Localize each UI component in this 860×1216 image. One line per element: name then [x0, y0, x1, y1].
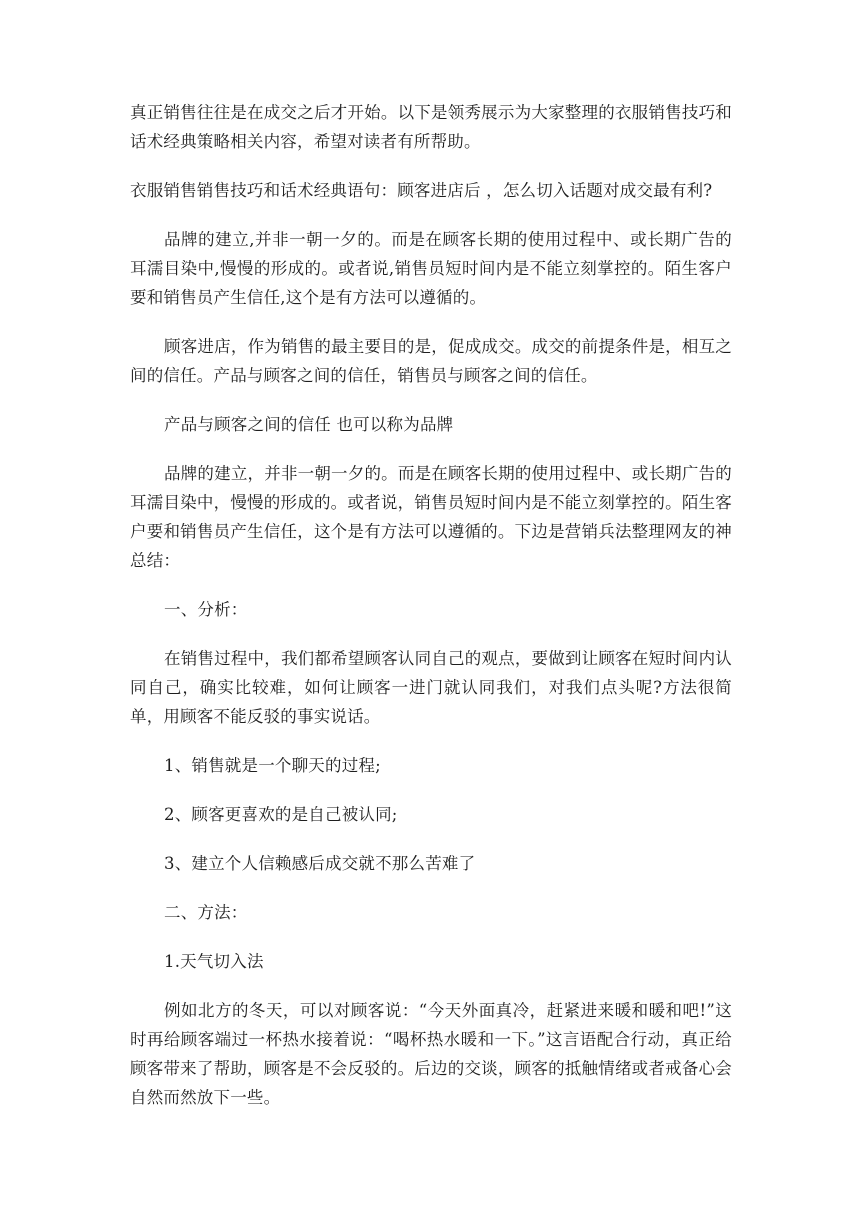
method-subheading: 1.天气切入法 — [164, 952, 264, 971]
intro-paragraph: 真正销售往往是在成交之后才开始。以下是领秀展示为大家整理的衣服销售技巧和话术经典策略相关内容，希望对读者有所帮助。 — [130, 103, 732, 151]
document-body — [130, 98, 732, 1132]
method-heading: 二、方法： — [164, 903, 248, 922]
list-item: 1、销售就是一个聊天的过程; — [164, 756, 381, 775]
section-heading: 衣服销售销售技巧和话术经典语句：顾客进店后 ，怎么切入话题对成交最有利? — [130, 181, 713, 200]
body-paragraph: 在销售过程中，我们都希望顾客认同自己的观点，要做到让顾客在短时间内认同自己，确实比较难，如何让顾客一进门就认同我们，对我们点头呢?方法很简单，用顾客不能反驳的事实说话。 — [130, 649, 732, 726]
analysis-heading: 一、分析： — [164, 600, 248, 619]
body-paragraph: 品牌的建立，并非一朝一夕的。而是在顾客长期的使用过程中、或长期广告的耳濡目染中，慢慢的形成的。或者说，销售员短时间内是不能立刻掌控的。陌生客户要和销售员产生信任，这个是有方法可以遵循的。下边是营销兵法整理网友的神总结： — [130, 464, 732, 570]
body-paragraph: 品牌的建立,并非一朝一夕的。而是在顾客长期的使用过程中、或长期广告的耳濡目染中,慢慢的形成的。或者说,销售员短时间内是不能立刻掌控的。陌生客户要和销售员产生信任,这个是有方法可以遵循的。 — [130, 230, 732, 307]
list-item: 3、建立个人信赖感后成交就不那么苦难了 — [164, 854, 476, 873]
subheading-paragraph: 产品与顾客之间的信任 也可以称为品牌 — [164, 415, 454, 434]
body-paragraph: 顾客进店，作为销售的最主要目的是，促成成交。成交的前提条件是，相互之间的信任。产品与顾客之间的信任，销售员与顾客之间的信任。 — [130, 337, 732, 385]
list-item: 2、顾客更喜欢的是自己被认同; — [164, 805, 398, 824]
body-paragraph: 例如北方的冬天，可以对顾客说：“今天外面真冷，赶紧进来暖和暖和吧!”这时再给顾客端过一杯热水接着说：“喝杯热水暖和一下。”这言语配合行动，真正给顾客带来了帮助，顾客是不会反驳的。后边的交谈，顾客的抵触情绪或者戒备心会自然而然放下一些。 — [130, 1001, 732, 1107]
